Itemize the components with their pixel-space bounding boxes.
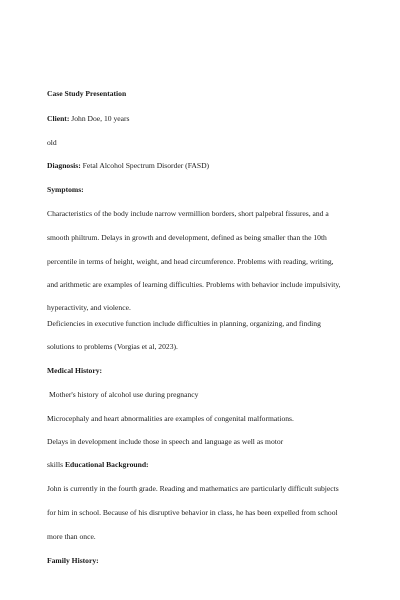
symptoms-line: solutions to problems (Vorgias et al, 2023). — [47, 342, 178, 351]
medical-history-line: Mother's history of alcohol use during pregnancy — [49, 390, 199, 399]
medical-history-continued: skills — [47, 460, 64, 469]
educational-line: John is currently in the fourth grade. Reading and mathematics are particularly difficult subjects — [47, 484, 339, 493]
medical-history-line: Delays in development include those in speech and language as well as motor — [47, 437, 284, 446]
medical-history-heading: Medical History: — [47, 366, 103, 375]
diagnosis-label: Diagnosis: — [47, 161, 81, 170]
medical-history-line: Microcephaly and heart abnormalities are examples of congenital malformations. — [47, 414, 294, 423]
client-label: Client: — [47, 114, 70, 123]
symptoms-line: Characteristics of the body include narrow vermillion borders, short palpebral fissures, and a — [47, 209, 329, 218]
family-history-heading: Family History: — [47, 556, 99, 565]
educational-line: for him in school. Because of his disruptive behavior in class, he has been expelled from school — [47, 508, 338, 517]
symptoms-line: smooth philtrum. Delays in growth and development, defined as being smaller than the 10th — [47, 233, 327, 242]
client-value: John Doe, 10 years — [71, 114, 130, 123]
client-value-continued: old — [47, 138, 57, 147]
educational-line: more than once. — [47, 532, 96, 541]
symptoms-line: percentile in terms of height, weight, and head circumference. Problems with reading, writing, — [47, 257, 334, 266]
client-line — [47, 114, 129, 124]
diagnosis-value: Fetal Alcohol Spectrum Disorder (FASD) — [82, 161, 210, 170]
skills-education-line — [47, 460, 149, 470]
symptoms-line: and arithmetic are examples of learning difficulties. Problems with behavior include impulsivity, — [47, 280, 341, 289]
educational-heading: Educational Background: — [64, 460, 149, 469]
diagnosis-line — [47, 161, 209, 171]
symptoms-line: hyperactivity, and violence. — [47, 303, 131, 312]
symptoms-heading: Symptoms: — [47, 185, 84, 194]
symptoms-line: Deficiencies in executive function include difficulties in planning, organizing, and finding — [47, 319, 321, 328]
document-title: Case Study Presentation — [47, 89, 127, 98]
